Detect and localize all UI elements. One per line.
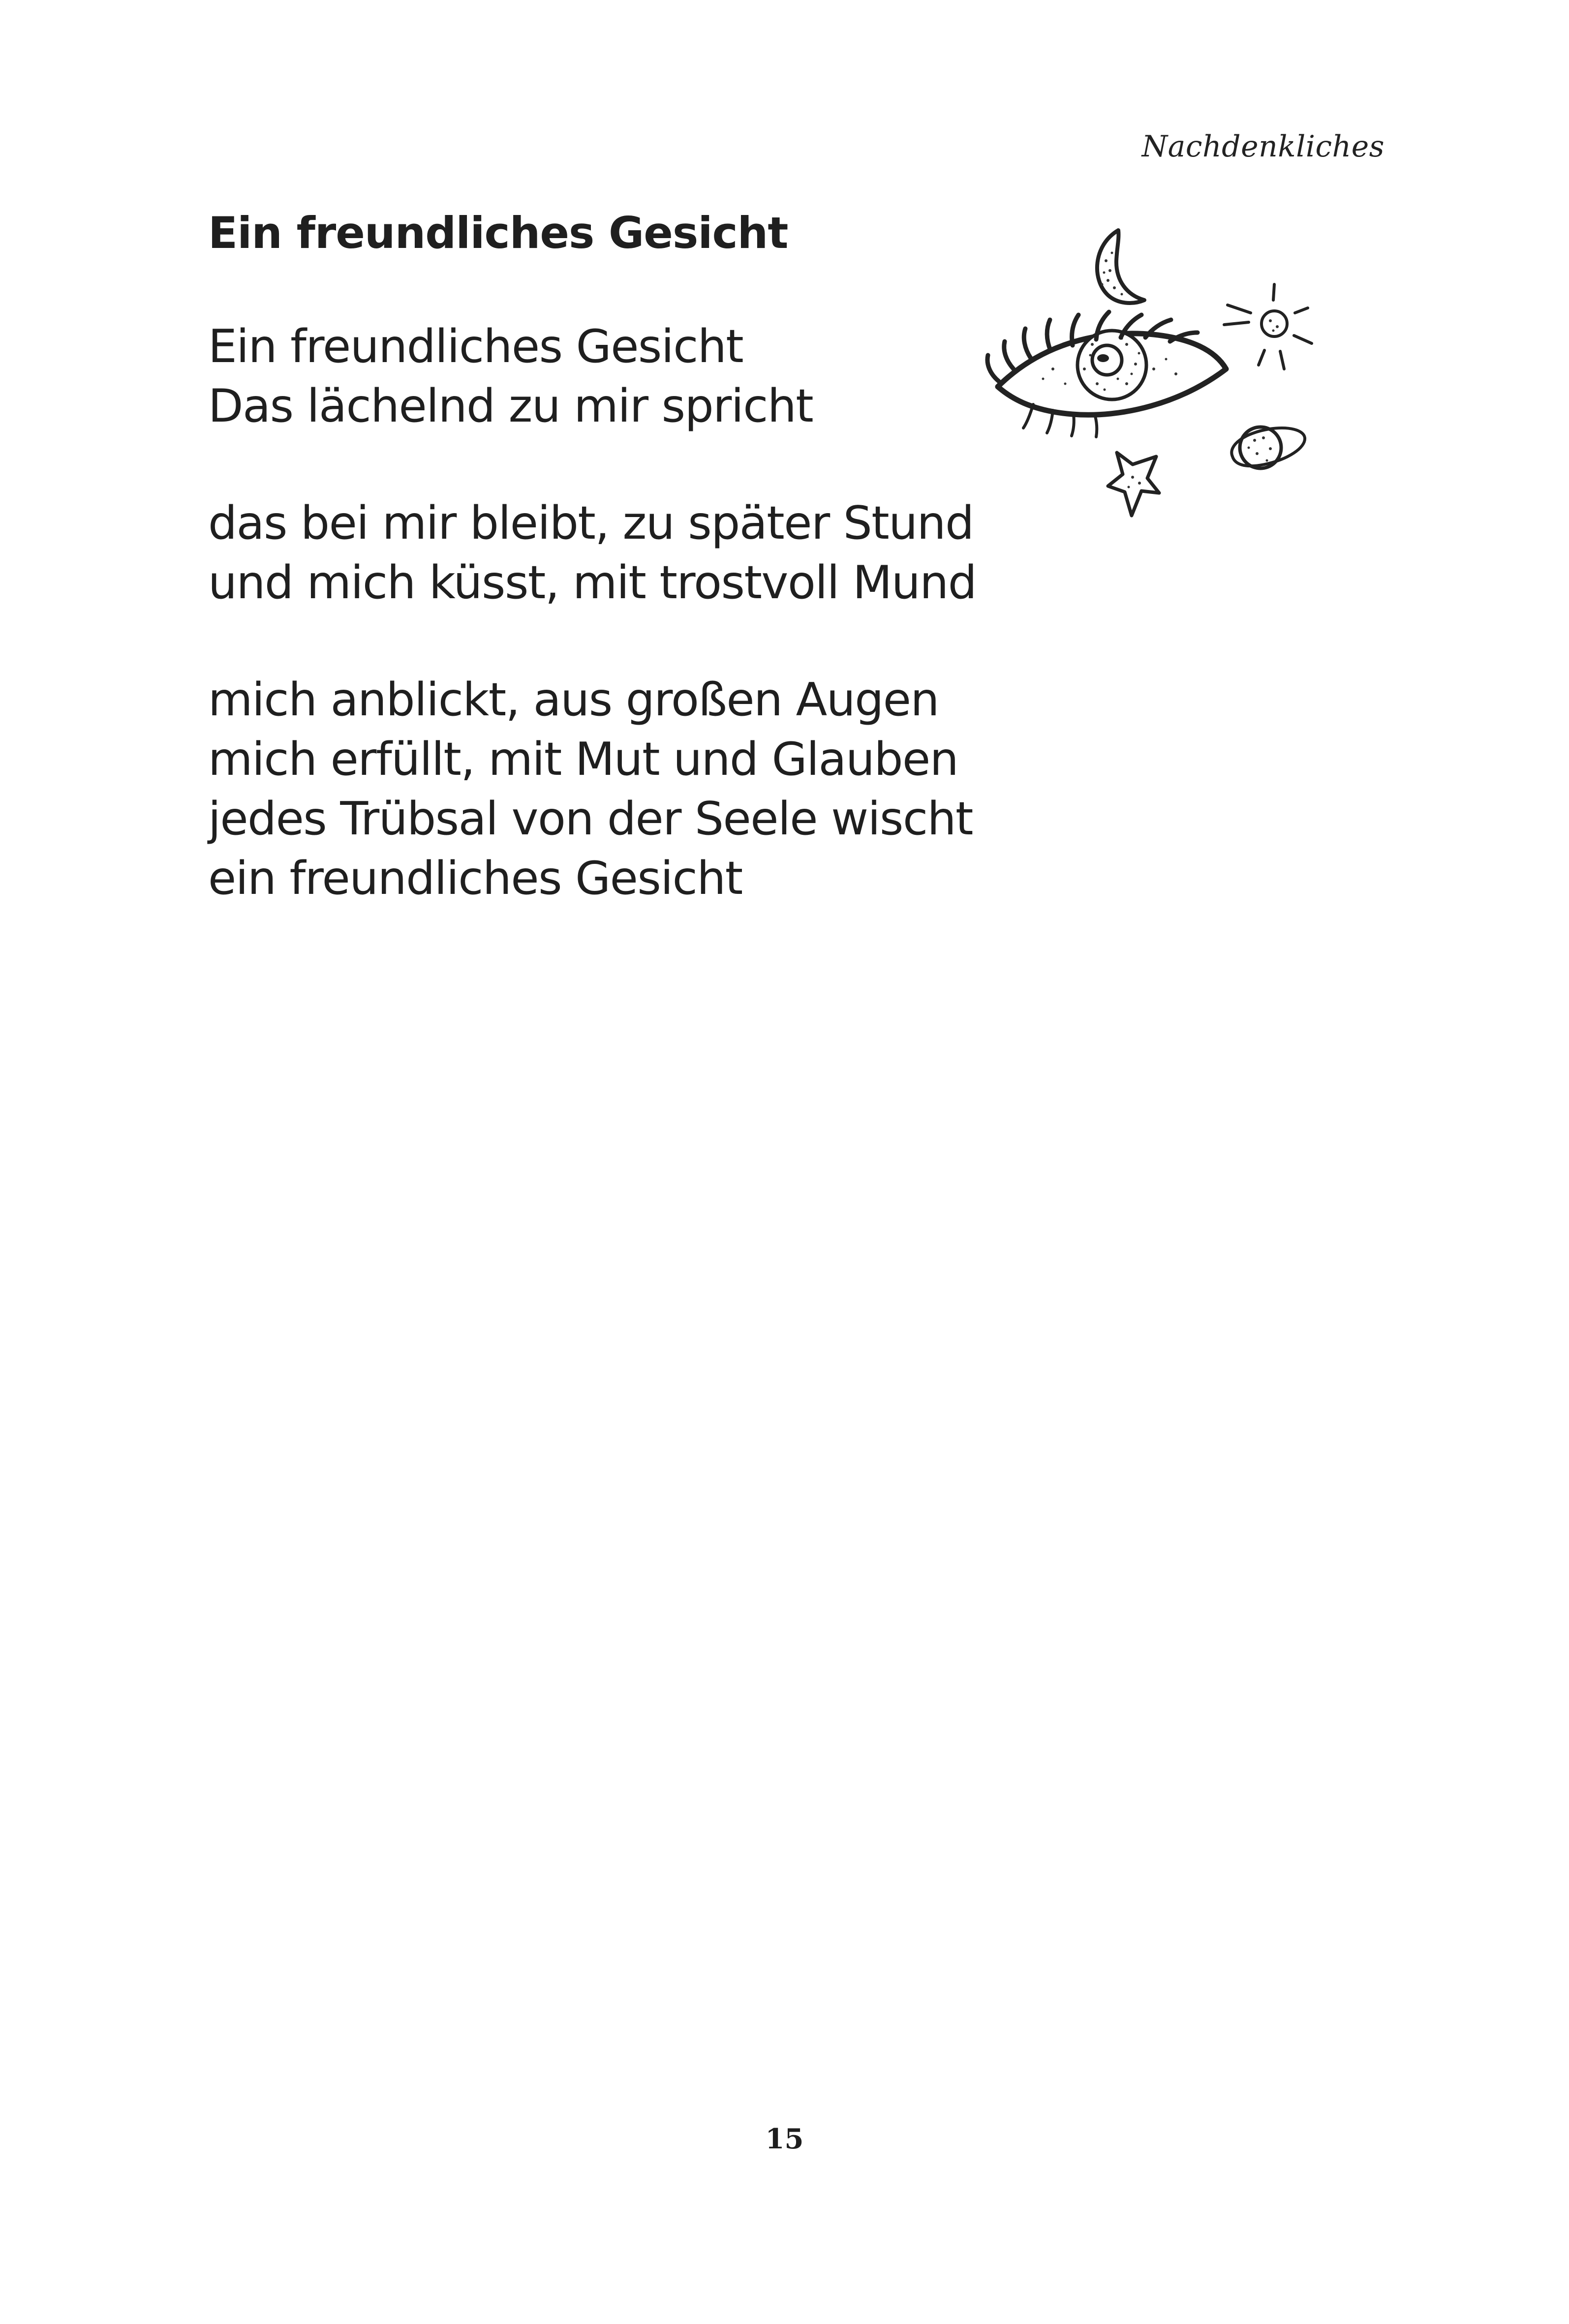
sun-icon [1224,284,1312,369]
poem-line: jedes Trübsal von der Seele wischt [208,792,973,845]
eye-doodle-illustration [979,221,1333,526]
page-number: 15 [765,2123,804,2155]
poem-title: Ein freundliches Gesicht [208,208,788,258]
poem-line: das bei mir bleibt, zu später Stund [208,496,974,550]
moon-icon [1097,230,1144,303]
poem-line: Ein freundliches Gesicht [208,320,743,373]
planet-icon [1231,427,1305,468]
running-head: Nachdenkliches [1141,129,1384,164]
poem [208,208,995,908]
poem-line: und mich küsst, mit trostvoll Mund [208,556,977,609]
poem-line: mich erfüllt, mit Mut und Glauben [208,733,958,786]
eye-icon [987,312,1226,437]
stanza [208,317,995,436]
poem-line: ein freundliches Gesicht [208,852,742,905]
poem-line: mich anblickt, aus großen Augen [208,673,939,726]
stanza [208,493,995,612]
poem-line: Das lächelnd zu mir spricht [208,379,813,432]
stanza [208,670,995,908]
star-icon [1108,453,1159,516]
